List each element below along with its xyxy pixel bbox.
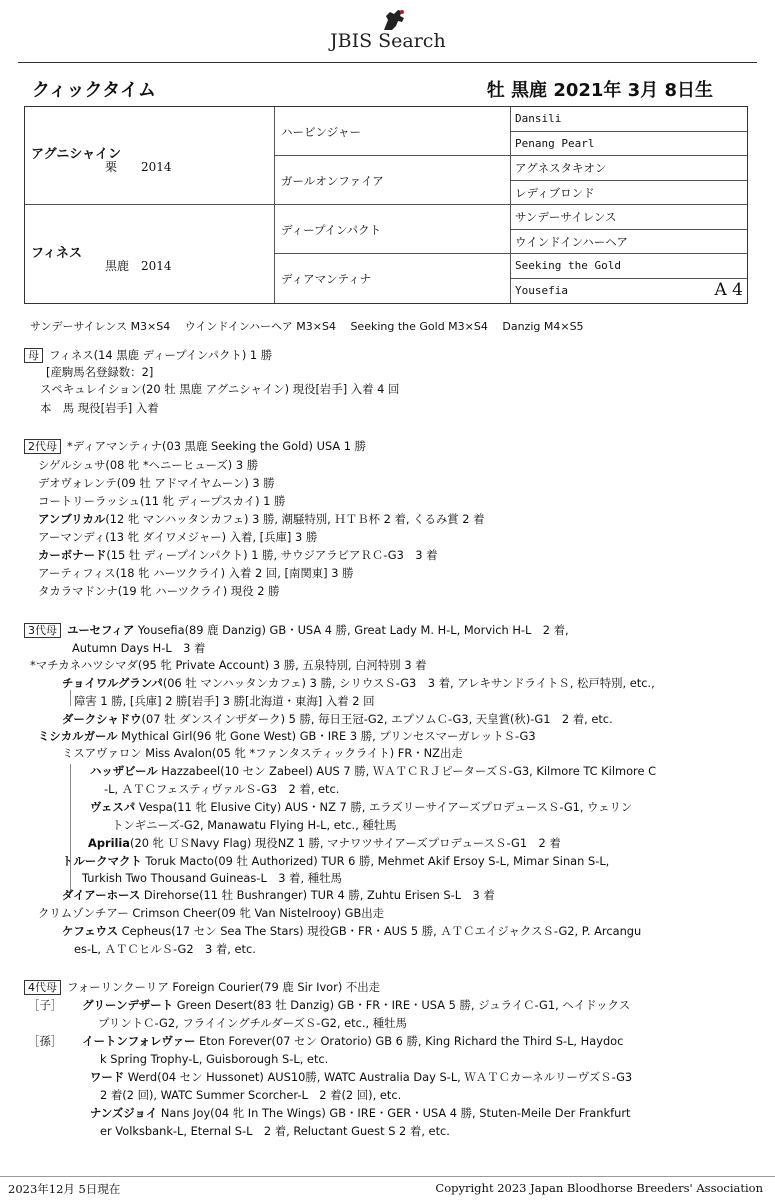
line-text: 2 着(2 回), WATC Summer Scorcher-L 2 着(2 回), etc. [100, 1088, 402, 1102]
family-line [62, 854, 609, 869]
line-text: (07 牡 ダンスインザダーク) 5 勝, 毎日王冠-G2, エプソムＣ-G3, 天皇賞(秋)-G1 2 着, etc. [141, 712, 613, 726]
family-line [62, 746, 463, 761]
line-text: Green Desert(83 牡 Danzig) GB・FR・IRE・USA 5 勝, ジュライＣ-G1, ヘイドックス [173, 998, 631, 1012]
horse-link[interactable]: ケフェウス [62, 924, 119, 938]
inbreeding-summary: サンデーサイレンス M3×S4 ウインドインハーヘア M3×S4 Seeking the Gold M3×S4 Danzig M4×S5 [30, 320, 584, 333]
family-line [30, 658, 427, 673]
family-line [40, 401, 159, 416]
line-text: er Volksbank-L, Eternal S-L 2 着, Reluctant Guest S 2 着, etc. [100, 1124, 450, 1138]
sd-name[interactable]: ガールオンファイア [281, 174, 384, 188]
family-line [40, 382, 399, 397]
family-line [100, 1088, 401, 1103]
family-line [74, 942, 256, 957]
horse-link[interactable]: グリーンデザート [82, 998, 174, 1012]
sds-name[interactable]: アグネスタキオン [515, 161, 607, 175]
horse-link[interactable]: チョイワルグランパ [62, 676, 163, 690]
line-text: Yousefia(89 鹿 Danzig) GB・USA 4 勝, Great Lady M. H-L, Morvich H-L 2 着, [134, 623, 569, 637]
line-text: Hazzabeel(10 セン Zabeel) AUS 7 勝, ＷＡＴＣＲＪピーターズＳ-G3, Kilmore TC Kilmore C [157, 764, 657, 778]
horse-link[interactable]: アンブリカル [38, 512, 106, 526]
line-text: k Spring Trophy-L, Guisborough S-L, etc. [100, 1052, 329, 1066]
horse-name: クィックタイム [32, 80, 156, 101]
family-line [90, 1070, 632, 1085]
line-text: Turkish Two Thousand Guineas-L 3 着, 種牡馬 [82, 871, 342, 885]
family-line [62, 712, 613, 727]
line-text: Mythical Girl(96 牝 Gone West) GB・IRE 3 勝, プリンセスマーガレットＳ-G3 [117, 729, 536, 743]
dam-sub: 黒鹿 2014 [105, 259, 172, 273]
family-line [74, 694, 375, 709]
family-line [100, 1052, 328, 1067]
section-heading [24, 623, 569, 638]
line-text: コートリーラッシュ(11 牝 ディープスカイ) 1 勝 [38, 494, 286, 508]
horse-link[interactable]: ワード [90, 1070, 125, 1084]
horse-link[interactable]: カーボナード [38, 548, 107, 562]
horse-link[interactable]: ユーセフィア [67, 623, 135, 637]
tree-connector [70, 690, 71, 706]
line-text: スペキュレイション(20 牡 黒鹿 アグニシャイン) 現役[岩手] 入着 4 回 [40, 382, 400, 396]
line-text: シゲルシュサ(08 牝 *ヘニーヒューズ) 3 勝 [38, 458, 259, 472]
line-text: Direhorse(11 牡 Bushranger) TUR 4 勝, Zuhtu Erisen S-L 3 着 [140, 888, 495, 902]
line-text: Autumn Days H-L 3 着 [72, 641, 206, 655]
family-line [38, 530, 317, 545]
family-line [100, 1124, 450, 1139]
horse-link[interactable]: ダークシャドウ [62, 712, 142, 726]
line-text: デオヴォレンテ(09 牡 アドマイヤムーン) 3 勝 [38, 476, 275, 490]
family-line [72, 641, 205, 656]
ss-name[interactable]: ハービンジャー [281, 125, 361, 139]
footer-rule [0, 1176, 775, 1177]
ddd-name[interactable]: Yousefia [515, 283, 568, 297]
family-line [112, 818, 397, 833]
generation-tag: 4代母 [24, 980, 61, 995]
line-text: 障害 1 勝, [兵庫] 2 勝[岩手] 3 勝[北海道・東海] 入着 2 回 [74, 694, 375, 708]
line-text: Vespa(11 牝 Elusive City) AUS・NZ 7 勝, エラズリーサイアーズプロデュースＳ-G1, ウェリン [135, 800, 633, 814]
line-text: Toruk Macto(09 牡 Authorized) TUR 6 勝, Mehmet Akif Ersoy S-L, Mimar Sinan S-L, [141, 854, 610, 868]
family-line [104, 782, 339, 797]
line-text: フィネス(14 黒鹿 ディープインパクト) 1 勝 [49, 348, 273, 362]
copyright: Copyright 2023 Japan Bloodhorse Breeders' Association [435, 1181, 763, 1195]
dss-name[interactable]: サンデーサイレンス [515, 210, 617, 224]
section-heading [24, 348, 272, 363]
family-line [38, 584, 279, 599]
family-line [98, 1016, 407, 1031]
line-text: プリントＣ-G2, フライイングチルダーズＳ-G2, etc., 種牡馬 [98, 1016, 407, 1030]
line-text: クリムゾンチアー Crimson Cheer(09 牝 Van Nistelrooy) GB出走 [38, 906, 385, 920]
horse-link[interactable]: Aprilia [88, 836, 130, 850]
line-text: ミスアヴァロン Miss Avalon(05 牝 *ファンタスティックライト) FR・NZ出走 [62, 746, 463, 760]
family-line [88, 836, 561, 851]
line-text: 本 馬 現役[岩手] 入着 [40, 401, 159, 415]
family-line [38, 512, 485, 527]
ds-name[interactable]: ディープインパクト [281, 223, 382, 237]
line-text: タカラマドンナ(19 牝 ハーツクライ) 現役 2 勝 [38, 584, 280, 598]
dd-name[interactable]: ディアマンティナ [281, 272, 372, 286]
family-line [38, 548, 437, 563]
family-line [28, 1034, 623, 1049]
family-code: A 4 [714, 279, 743, 300]
family-line [90, 1106, 630, 1121]
family-line [38, 729, 536, 744]
line-text: Nans Joy(04 牝 In The Wings) GB・IRE・GER・USA 4 勝, Stuten-Meile Der Frankfurt [157, 1106, 631, 1120]
dam-name[interactable]: フィネス [31, 246, 82, 261]
line-text: (12 牝 マンハッタンカフェ) 3 勝, 潮騒特別, ＨＴＢ杯 2 着, くるみ賞 2 着 [105, 512, 485, 526]
family-line [62, 924, 641, 939]
tree-connector [70, 800, 71, 856]
family-line [38, 494, 285, 509]
sire-name[interactable]: アグニシャイン [31, 147, 122, 162]
family-line [38, 476, 275, 491]
line-text: (06 牡 マンハッタンカフェ) 3 勝, シリウスＳ-G3 3 着, アレキサンドライトＳ, 松戸特別, etc., [162, 676, 655, 690]
family-line [38, 906, 384, 921]
family-line [38, 458, 258, 473]
line-text: -L, ＡＴＣフェスティヴァルＳ-G3 2 着, etc. [104, 782, 340, 796]
family-line [90, 800, 632, 815]
line-text: (20 牝 ＵＳNavy Flag) 現役NZ 1 勝, マナワツサイアーズプロデュースＳ-G1 2 着 [130, 836, 561, 850]
sdd-name[interactable]: レディブロンド [515, 185, 595, 200]
line-text: *マチカネハツシマダ(95 牝 Private Account) 3 勝, 五泉特別, 白河特別 3 着 [30, 658, 427, 672]
relation-prefix: ［子］ [28, 998, 63, 1012]
sss-name[interactable]: Dansili [515, 112, 562, 125]
relation-prefix: ［孫］ [28, 1034, 63, 1048]
generation-tag: 3代母 [24, 623, 61, 638]
line-text: アーマンディ(13 牝 ダイワメジャー) 入着, [兵庫] 3 勝 [38, 530, 318, 544]
family-line [46, 365, 153, 380]
dsd-name[interactable]: ウインドインハーヘア [515, 234, 628, 249]
tree-connector [70, 872, 71, 888]
line-text: Werd(04 セン Hussonet) AUS10勝, WATC Australia Day S-L, ＷＡＴＣカーネルリーヴズＳ-G3 [124, 1070, 633, 1084]
line-text: es-L, ＡＴＣヒルＳ-G2 3 着, etc. [74, 942, 256, 956]
family-line [38, 566, 353, 581]
family-line [62, 888, 495, 903]
dds-name[interactable]: Seeking the Gold [515, 259, 621, 272]
line-text: フォーリンクーリア Foreign Courier(79 鹿 Sir Ivor) 不出走 [67, 980, 381, 994]
horse-link[interactable]: ミシカルガール [38, 729, 118, 743]
horse-link[interactable]: ダイアーホース [62, 888, 141, 902]
line-text: トンギニーズ-G2, Manawatu Flying H-L, etc., 種牡馬 [112, 818, 397, 832]
line-text: Cepheus(17 セン Sea The Stars) 現役GB・FR・AUS 5 勝, ＡＴＣエイジャクスＳ-G2, P. Arcangu [118, 924, 642, 938]
line-text: *ディアマンティナ(03 黒鹿 Seeking the Gold) USA 1 勝 [67, 439, 367, 453]
line-text: [産駒馬名登録数：2] [46, 365, 154, 379]
line-text: アーティフィス(18 牝 ハーツクライ) 入着 2 回, [南関東] 3 勝 [38, 566, 354, 580]
section-heading [24, 439, 366, 454]
generation-tag: 母 [24, 348, 43, 363]
family-line [28, 998, 630, 1013]
horse-link[interactable]: ハッザビール [90, 764, 158, 778]
ssd-name[interactable]: Penang Pearl [515, 136, 595, 150]
family-line [82, 871, 342, 886]
horse-info: 牡 黒鹿 2021年 3月 8日生 [486, 80, 713, 101]
horse-link[interactable]: トルークマクト [62, 854, 142, 868]
section-heading [24, 980, 380, 995]
horse-link[interactable]: ヴェスパ [90, 800, 136, 814]
tree-connector [70, 764, 71, 800]
sire-sub: 栗 2014 [105, 160, 172, 174]
family-line [62, 676, 655, 691]
family-line [90, 764, 656, 779]
as-of-date: 2023年12月 5日現在 [8, 1182, 121, 1196]
generation-tag: 2代母 [24, 439, 61, 454]
line-text: (15 牡 ディープインパクト) 1 勝, サウジアラビアＲＣ-G3 3 着 [106, 548, 438, 562]
logo-text: JBIS Search [330, 30, 446, 52]
horse-link[interactable]: イートンフォレヴァー [82, 1034, 196, 1048]
horse-link[interactable]: ナンズジョイ [90, 1106, 158, 1120]
line-text: Eton Forever(07 セン Oratorio) GB 6 勝, King Richard the Third S-L, Haydoc [195, 1034, 624, 1048]
